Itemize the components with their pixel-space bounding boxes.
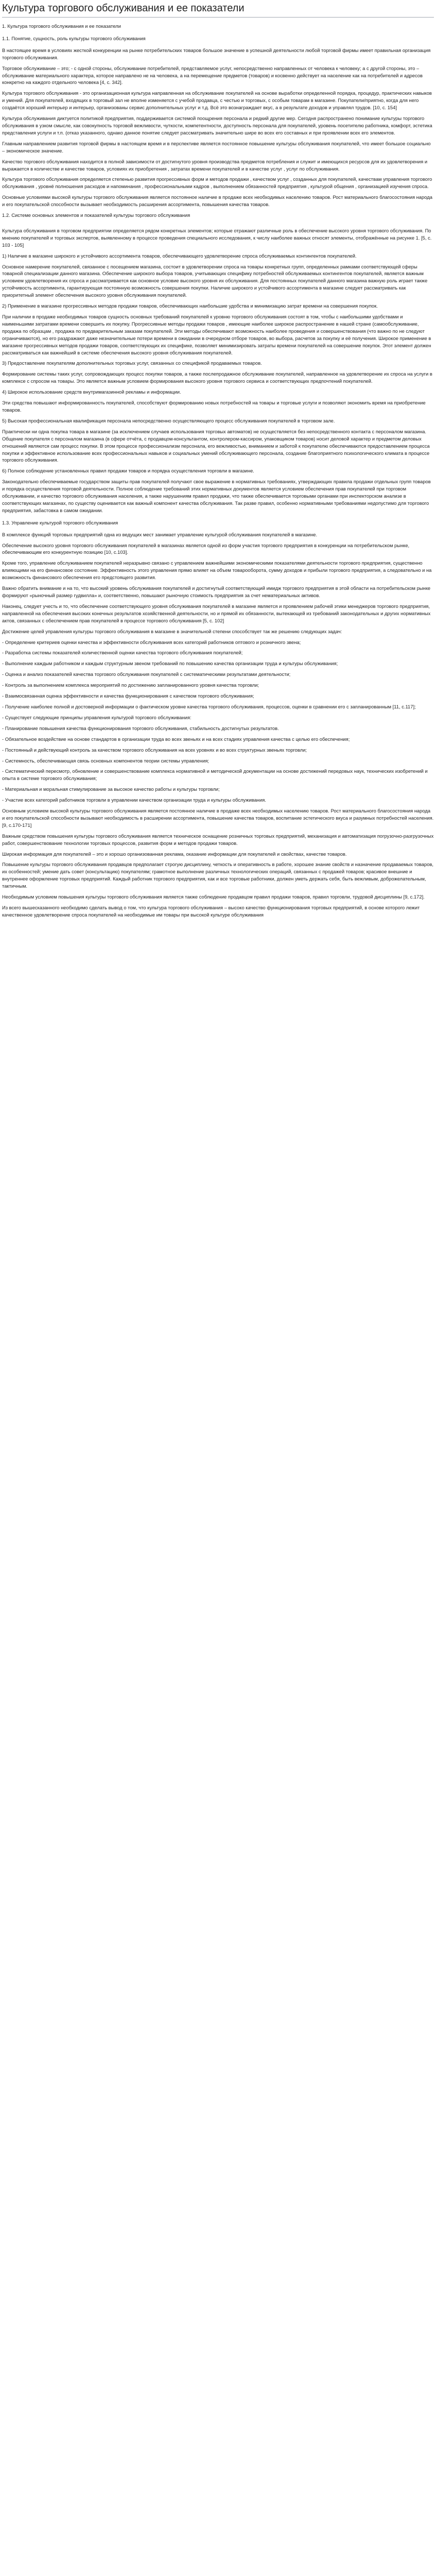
paragraph: - Контроль за выполнением комплекса мероприятий по достижению запланированного уровня качества торговли; <box>2 682 259 688</box>
paragraph: Законодательно обеспечиваемые государством защиты прав покупателей получают свое выражение в нормативных требованиях, утверждающих правила продажи отдельных групп товаров и порядка осуществления торговой деятельности. Полное соблюдение требований этих нормативных документов является условием обеспечения прав покупателей при торговом обслуживании, и качество торгового обслуживания населения, а также нарушениям правил продажи, что также обеспечивается торговыми органами при инспекторском анализе в соответствующих магазинах, по существу оценивается как важный компонент качества обслуживания. Так разве правил, особенно нормативными требованиями недопустимо для торгового предприятия, забастовка в самом ожидании. <box>2 479 431 513</box>
paragraph: - Участие всех категорий работников торговли в управлении качеством организации труда и культуры обслуживания. <box>2 797 266 803</box>
paragraph: Практически ни одна покупка товара в магазине (за исключением случаев использования торговых автоматов) не осуществляется без непосредственного контакта с персоналом магазина. Общение покупателя с персоналом магазина (в сфере отчёта, с продавцом-консультантом, контролером-кассиром, упаковщиком товаров) носит деловой характер и предметом деловых отношений являются сам процесс покупки. В этом процессе профессионализм персонала, его вежливостью, вниманием и заботой к покупателю обеспечиваются предоставлением процесса покупки и эффективное использование всех профессиональных навыков и социальных умений обслуживающего персонала, создание благоприятного психологического климата в процессе торгового обслуживания. <box>2 428 430 463</box>
paragraph: Важным средством повышения культуры торгового обслуживания является техническое оснащение розничных торговых предприятий, механизация и автоматизация погрузочно-разгрузочных работ, совершенствование технологии торговых процессов, развития форм и методов продажи товаров. <box>2 833 434 846</box>
page-title: Культура торгового обслуживания и ее показатели <box>2 3 245 14</box>
paragraph: 2) Применение в магазине прогрессивных методов продажи товаров, обеспечивающих наибольшие удобства и минимизацию затрат времени на совершения покупок. <box>2 303 378 309</box>
paragraph: 4) Широкое использование средств внутримагазинной рекламы и информации. <box>2 389 181 395</box>
paragraph: - Оценка и анализ показателей качества торгового обслуживания покупателей с систематическими результатами деятельности; <box>2 671 291 677</box>
paragraph: 1.2. Системе основных элементов и показателей культуры торгового обслуживания <box>2 212 190 218</box>
paragraph: Основное намерение покупателей, связанное с посещением магазина, состоит в удовлетворении спроса на товары конкретных групп, определенных рамками соответствующей сферы товарной специализации данного магазина. Обеспечение широкого выбора товаров, учитывающих специфику потребностей обслуживаемых контингентов покупателей, является важным условием удовлетворения их спроса и рассматривается как основное условие высокого уровня их обслуживания. Для постоянных покупателей данного магазина важную роль играет также устойчивость ассортимента, гарантирующая постоянную возможность совершения покупки. Наличие широкого и устойчивого ассортимента в магазине следует рассматривать как приоритетный элемент обеспечения высокого уровня обслуживания покупателей. <box>2 263 428 298</box>
title-divider <box>2 17 434 18</box>
document <box>0 2 436 927</box>
document-body <box>2 23 434 919</box>
paragraph: - Обязательное воздействие на основе стандартов в организации труда во всех звеньях и на всех стадиях управления качества с целью его обеспечения; <box>2 736 350 742</box>
paragraph: 3) Предоставление покупателям дополнительных торговых услуг, связанных со спецификой продаваемых товаров. <box>2 360 262 366</box>
paragraph: - Системность, обеспечивающая связь основных компонентов теории системы управления; <box>2 757 210 764</box>
paragraph: - Выполнение каждым работником и каждым структурным звеном требований по повышению качества организации труда и культуры обслуживания; <box>2 660 338 667</box>
paragraph: Культура торгового обслуживания определяется степенью развития прогрессивных форм и методов продажи , качеством услуг , созданных для покупателей, качествам управления торгового обслуживания , уровнё полношения расходов и напоминания , профессиональными кадров , выполнением обязанностей предприятия , культурой общения , организацией изучения спроса. <box>2 176 432 190</box>
paragraph: 1.3. Управление культурой торгового обслуживания <box>2 519 118 526</box>
paragraph: Формирование системы таких услуг, сопровождающих процесс покупки товаров, а также послепродажное обслуживание покупателей, направленное на удовлетворение их спроса на услуги в комплексе с спросом на товары. Это является важным условием формирования высокого уровня торгового сервиса и соответствующих предпочтений покупателей. <box>2 371 432 384</box>
paragraph: Качество торгового обслуживания находится в полной зависимости от достигнутого уровня производства предметов потребления и служит и имеющихся ресурсов для их удовлетворения и выражается в количестве и качестве товаров, условиях их приобретения , затратах времени покупателей и в качестве услуг , услуг по обслуживания. <box>2 158 428 172</box>
paragraph: - Разработка системы показателей количественной оценки качества торгового обслуживания покупателей; <box>2 650 243 656</box>
paragraph: Культура торгового обслуживания - это организационная культура направленная на обслуживание покупателей на основе выработки определенной порядка, процедур, практических навыков и умений. Для покупателей, входящих в торговый зал не вполне изменяется с учебой продавца, с честью и торговых, с особым товарам в магазине. Покупатели/приятно, когда для него создаётся хороший интерьер и интерьер, организованы сервис дополнительных услуг и т.д. Всё это вознаграждает вкус, а в результате доходов и управлял трудов. [10, с. 154] <box>2 90 432 111</box>
paragraph: - Получение наиболее полной и достоверной информации о фактическом уровне качества торгового обслуживания, процессов, оценки в сравнении его с запланированным [11, с.117]; <box>2 703 416 709</box>
paragraph: В комплексе функций торговых предприятий одна из ведущих мест занимает управление культурой обслуживания покупателей в магазине. <box>2 531 318 537</box>
paragraph: - Постоянный и действующий контроль за качеством торгового обслуживания на всех уровнях и во всех структурных звеньях торговли; <box>2 747 307 753</box>
paragraph: Главным направлением развития торговой фирмы в настоящем время и в перспективе является постоянное повышение культуры обслуживания покупателей, что имеет большое социально – экономическое значение. <box>2 140 431 154</box>
paragraph: Торговое обслуживание – это; - с одной стороны, обслуживание потребителей, представляемое услуг, непосредственно направленных от человека к человеку; а с другой стороны, это – обслуживание материального характера, которое направлено не на человека, а на перемещение предметов (товаров) и косвенно действует на население как на потребителей и адресов конкретно на каждого отдельного человека [4, с. 342]. <box>2 65 423 86</box>
paragraph: Эти средства повышают информированность покупателей, способствуют формированию новых потребностей на товары и торговые услуги и позволяют экономить время на приобретение товаров. <box>2 400 426 413</box>
paragraph: Повышение культуры торгового обслуживания продавцов предполагает строгую дисциплину, четкость и оперативность в работе, хорошее знание свойств и назначение продаваемых товаров, их особенностей; умение дать совет (консультацию) покупателям; грамотное выполнение различных технологических операций, связанных с продажей товаров; красивое внешние и внутреннее оформление торговых предприятий. Каждый работник торгового предприятия, как и все торговые работники, должен уметь держать себя, быть вежливым, доброжелательным, тактичным. <box>2 861 434 889</box>
paragraph: - Существует следующие принципы управления культурой торгового обслуживания: <box>2 714 191 720</box>
paragraph: Культура обслуживания диктуется политикой предприятия, поддерживается системой поощрения персонала и редкий другие мер. Сегодня распространено понимание культуры торгового обслуживания в узком смысле, как совокупность торговой вежливости, чуткости, компетентности, доступность персонала для покупателей, уровень посетителю работника, комфорт, эстетика представления услуги и т.п. (отказ указанного, однако данное понятие следует рассматривать значительно шире во всех его составных и при проявлении всех его элементов. <box>2 115 432 135</box>
paragraph: - Планирование повышения качества функционирования торгового обслуживания, стабильность достигнутых результатов. <box>2 725 279 731</box>
paragraph: Кроме того, управление обслуживанием покупателей неразрывно связано с управлением важнейшими экономическими показателями деятельности торгового предприятия, существенно влияющими на его финансовое состояние. Эффективность этого управления прямо влияет на объем товарооборота, сумму доходов и прибыли торгового предприятия, а следовательно и на возможность финансового обеспечения его предстоящего развития. <box>2 560 432 581</box>
paragraph: 1) Наличие в магазине широкого и устойчивого ассортимента товаров, обеспечивающего удовлетворение спроса обслуживаемых контингентов покупателей. <box>2 252 357 259</box>
paragraph: 5) Высокая профессиональная квалификация персонала непосредственно осуществляющего процесс обслуживания покупателей в торговом зале. <box>2 417 335 423</box>
paragraph: Важно обратить внимание и на то, что высокий уровень обслуживания покупателей и достигнутый соответствующий имидж торгового предприятия в этой области на потребительском рынке формируют «рыночный размер гудвилла» и, соответственно, повышают рыночную стоимость предприятия за счет нематериальных активов. <box>2 585 431 598</box>
paragraph: - Определение критериев оценки качества и эффективности обслуживания всех категорий работников оптового и розничного звена; <box>2 639 301 645</box>
paragraph: В настоящее время в условиях жесткой конкуренции на рынке потребительских товаров большое значение в успешной деятельности любой торговой фирмы имеет правильная организация торгового обслуживания. <box>2 47 431 60</box>
paragraph: - Систематический пересмотр, обновление и совершенствование комплекса нормативной и методической документации на основе достижений передовых наук, технических изобретений и опыта в системе торгового обслуживания; <box>2 768 428 782</box>
paragraph: Основные условиями высокой культуры торгового обслуживания является постоянное наличие в продаже всех необходимых населению товаров. Рост материального благосостояния народа и его покупательской способности вызывает необходимость расширения ассортимента, повышения качества товаров. <box>2 194 432 208</box>
paragraph: Основным условием высокой культуры торгового обслуживания является постоянное наличие в продаже всех необходимых населению товаров. Рост материального благосостояния народа и его покупательской способности вызывают необходимость в расширении ассортимента, повышение качества товаров, воспитание эстетического вкуса и разумных потребностей населения. [9, с.170-171] <box>2 808 434 828</box>
paragraph: Достижение целей управления культуры торгового обслуживания в магазине в значительной степени способствует так же решению следующих задач: <box>2 628 342 634</box>
paragraph: При наличии в продаже необходимых товаров сущность основных требований покупателей к уровню торгового обслуживания состоят в том, чтобы с наибольшими удобствами и наименьшими затратами времени совершить их покупку. Прогрессивные методы продажи товаров , имеющие наиболее широкое распространение в нашей стране (самообслуживание, продажа по образцам , продажа по предварительным заказам покупателей. Эти методы обеспечивают возможность наиболее проведения и совершенствования (что важно по не следуют ограничиваются), но его раздражают даже незначительные потери времени в ожидании в очередном отборе товаров, во выбора, расчетов за покупку и её получения. Широкое применение в магазине прогрессивных методов продажи товаров, соответствующих их специфике, позволяет минимизировать затраты времени покупателей на совершение покупок. Этот элемент должен рассматриваться как важнейший в системе обеспечения высокого уровня обслуживания покупателей. <box>2 314 431 355</box>
paragraph: 6) Полное соблюдение установленных правил продажи товаров и порядка осуществления торговли в магазине. <box>2 468 254 474</box>
paragraph: - Взаимосвязанная оценка эффективности и качества функционирования с качеством торгового обслуживания; <box>2 693 254 699</box>
paragraph: Обеспечение высокого уровня торгового обслуживания покупателей в магазинах является одной из форм участия торгового предприятия в конкуренции на потребительском рынке, обеспечивающим его конкурентную позицию [10, с.103]. <box>2 542 410 555</box>
paragraph: Наконец, следует учесть и то, что обеспечение соответствующего уровня обслуживания покупателей в магазине является и проявлением рабочей этики менеджеров торгового предприятия, направленной на обеспечения высоких конечных результатов хозяйственной деятельности, но и прямой их обязанности, вытекающей из требований законодательных и других нормативных актов, связанных с обеспечением прав покупателей в процессе торгового обслуживания [5, с. 102] <box>2 603 431 623</box>
paragraph: 1.1. Понятие, сущность, роль культуры торгового обслуживания <box>2 35 146 41</box>
paragraph: Широкая информация для покупателей – это и хорошо организованная реклама, оказание информации для покупателей и свойствах, качестве товаров. <box>2 851 347 857</box>
paragraph: Из всего вышесказанного необходимо сделать вывод о том, что культура торгового обслуживания – высоко качество функционирования торговых предприятий, в основе которого лежит качественное удовлетворение спроса покупателей на необходимые им товары при высокой культуре обслуживания <box>2 905 420 918</box>
paragraph: - Материальная и моральная стимулирование за высокое качество работы и культуры торговли; <box>2 786 220 792</box>
paragraph: Необходимым условием повышения культуры торгового обслуживания является также соблюдение продавцом правил продажи товаров, правил торговли, трудовой дисциплины [9, с.172]. <box>2 894 425 900</box>
paragraph: Культура обслуживания в торговом предприятии определяется рядом конкретных элементов; которые отражают различные роль в обеспечение высокого уровня торгового обслуживания. По мнению покупателей и торговых экспертов, выявленному в процессе проведения специального исследования, к числу наиболее важных относят элементы, отображённые на рисунке 1. [5, с. 103 - 105] <box>2 227 432 248</box>
paragraph: 1. Культура торгового обслуживания и ее показатели <box>2 23 121 29</box>
